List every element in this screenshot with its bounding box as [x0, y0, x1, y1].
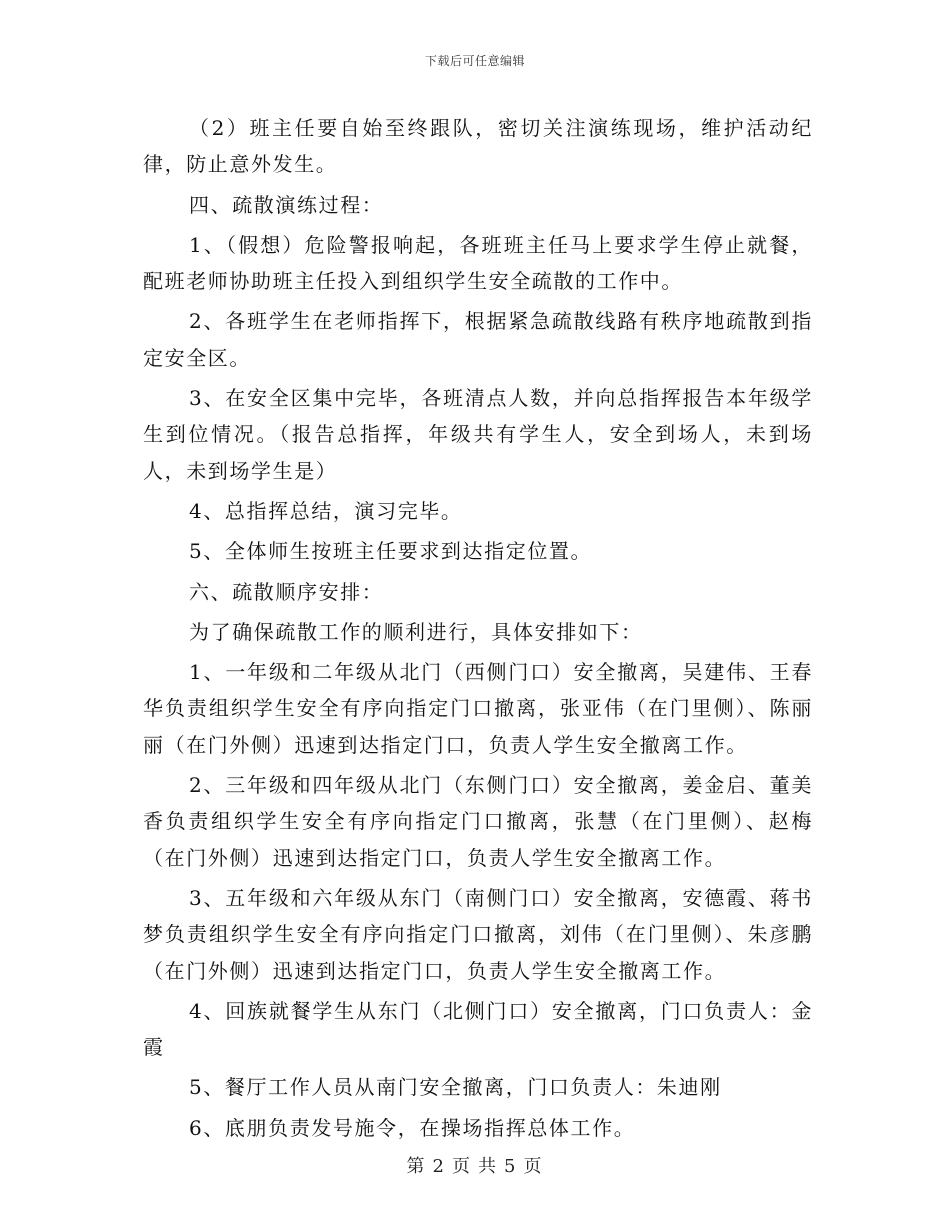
current-page-number: 2	[432, 1156, 446, 1177]
paragraph: 1、（假想）危险警报响起，各班班主任马上要求学生停止就餐，配班老师协助班主任投入到组织学生安全疏散的工作中。	[143, 232, 813, 294]
paragraph: 为了确保疏散工作的顺利进行，具体安排如下：	[189, 619, 643, 644]
paragraph: 4、回族就餐学生从东门（北侧门口）安全撤离，门口负责人：金霞	[143, 998, 813, 1060]
total-page-number: 5	[504, 1156, 518, 1177]
page-header: 下载后可任意编辑	[424, 54, 525, 68]
paragraph: 3、五年级和六年级从东门（南侧门口）安全撤离，安德霞、蒋书梦负责组织学生安全有序向指定门口撤离，刘伟（在门里侧）、朱彦鹏（在门外侧）迅速到达指定门口，负责人学生安全撤离工作。	[143, 885, 813, 983]
page-footer	[0, 1152, 950, 1178]
footer-suffix: 页	[523, 1156, 544, 1177]
paragraph: 6、底朋负责发号施令，在操场指挥总体工作。	[189, 1115, 636, 1140]
footer-page-word: 页	[452, 1156, 472, 1177]
paragraph: 2、各班学生在老师指挥下，根据紧急疏散线路有秩序地疏散到指定安全区。	[143, 309, 813, 370]
document-body	[143, 110, 813, 1150]
section-heading: 六、疏散顺序安排：	[189, 579, 384, 604]
paragraph: 5、餐厅工作人员从南门安全撤离，门口负责人：朱迪刚	[189, 1075, 722, 1100]
section-heading: 四、疏散演练过程：	[189, 192, 384, 217]
paragraph: 5、全体师生按班主任要求到达指定位置。	[189, 539, 593, 564]
paragraph: （2）班主任要自始至终跟队，密切关注演练现场，维护活动纪律，防止意外发生。	[143, 116, 813, 177]
paragraph: 4、总指挥总结，演习完毕。	[189, 498, 463, 523]
paragraph: 2、三年级和四年级从北门（东侧门口）安全撤离，姜金启、董美香负责组织学生安全有序向指定门口撤离，张慧（在门里侧）、赵梅（在门外侧）迅速到达指定门口，负责人学生安全撤离工作。	[143, 773, 813, 870]
paragraph: 1、一年级和二年级从北门（西侧门口）安全撤离，吴建伟、王春华负责组织学生安全有序向指定门口撤离，张亚伟（在门里侧）、陈丽丽（在门外侧）迅速到达指定门口，负责人学生安全撤离工作。	[143, 660, 813, 757]
paragraph: 3、在安全区集中完毕，各班清点人数，并向总指挥报告本年级学生到位情况。（报告总指挥，年级共有学生人，安全到场人，未到场人，未到场学生是）	[143, 386, 813, 483]
footer-prefix: 第	[406, 1156, 427, 1177]
footer-total-word: 共	[478, 1156, 498, 1177]
